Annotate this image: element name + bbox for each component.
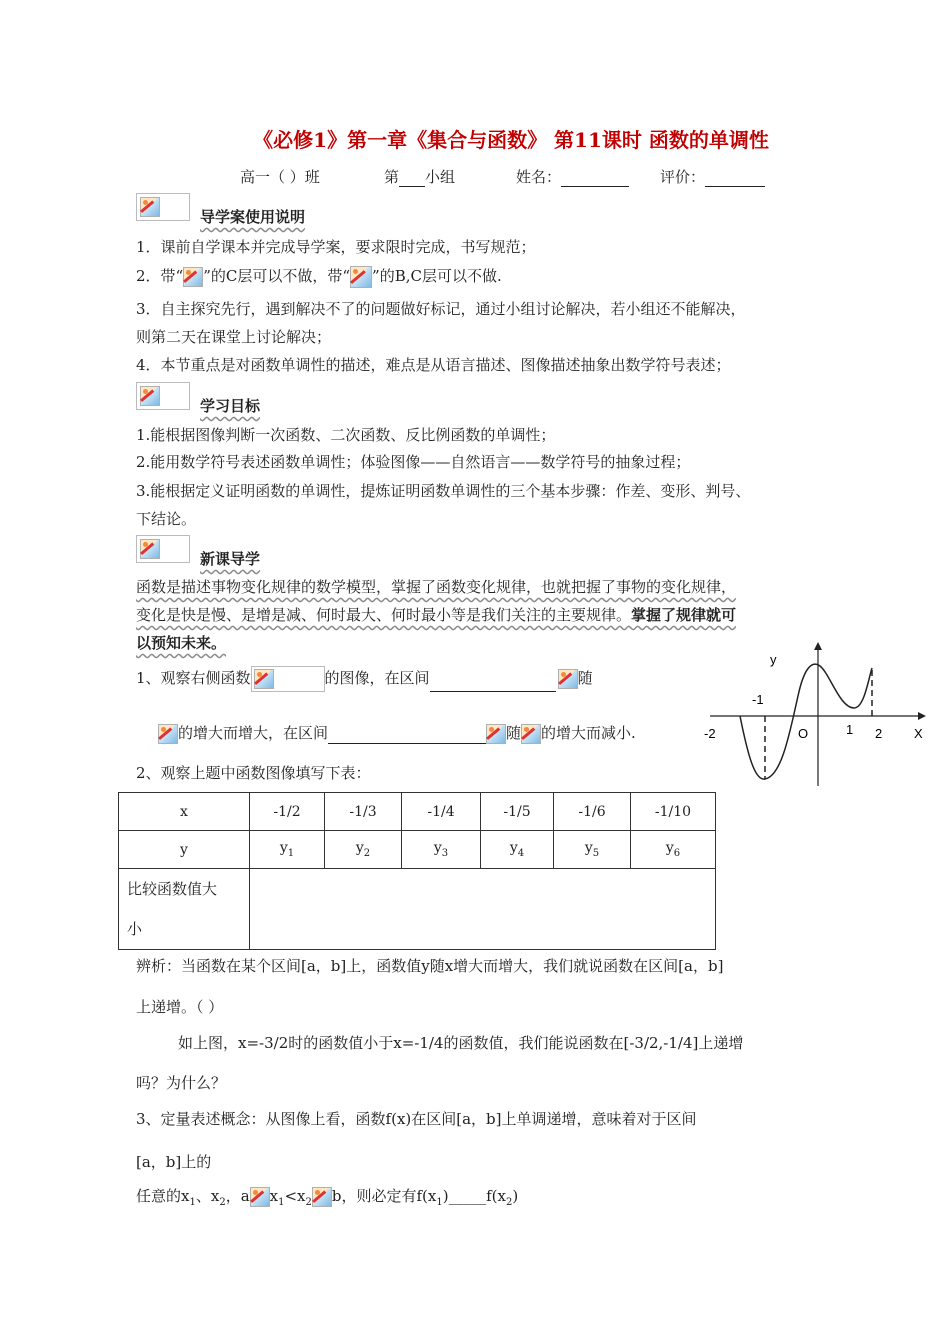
y-subscript: 2 (363, 847, 371, 859)
q3-g: )_____f(x (442, 1187, 506, 1205)
sub-2: 2 (305, 1197, 312, 1208)
group-blank[interactable] (399, 169, 425, 187)
function-image-placeholder (251, 666, 325, 692)
y-subscript: 5 (592, 847, 600, 859)
guide-item-3b: 则第二天在课堂上讨论解决； (136, 328, 332, 346)
table-cell[interactable] (402, 831, 481, 869)
table-cell: y (119, 831, 250, 869)
image-placeholder-icon (140, 197, 160, 217)
group-field (384, 166, 455, 187)
y-symbol: y (433, 840, 442, 857)
name-field (516, 166, 629, 187)
y-symbol: y (509, 840, 518, 857)
q1-line-1 (136, 666, 593, 692)
analysis-line-3: 如上图，x=-3/2时的函数值小于x=-1/4的函数值，我们能说函数在[-3/2,-1/4]上递增 (178, 1034, 744, 1052)
y-subscript: 4 (517, 847, 525, 859)
goal-item-1: 1.能根据图像判断一次函数、二次函数、反比例函数的单调性； (136, 426, 556, 444)
eval-blank[interactable] (705, 169, 765, 187)
guide-item-3a: 3．自主探究先行，遇到解决不了的问题做好标记，通过小组讨论解决，若小组还不能解决， (136, 300, 746, 318)
name-blank[interactable] (561, 169, 629, 187)
intro-line-2 (136, 604, 736, 625)
sub-1: 1 (278, 1197, 285, 1208)
q3-line-2: [a，b]上的 (136, 1153, 212, 1171)
q3-f: b，则必定有f(x (331, 1187, 437, 1205)
y-axis-arrow-icon (814, 642, 822, 650)
q3-c: ，a (225, 1187, 250, 1205)
q1-c: 随 (577, 669, 593, 687)
table-cell[interactable] (325, 831, 402, 869)
compare-answer-cell[interactable] (250, 869, 716, 950)
table-row (119, 869, 716, 950)
table-cell[interactable] (631, 831, 716, 869)
q1-b: 的图像，在区间 (324, 669, 430, 687)
q3-line-3 (136, 1185, 518, 1208)
y-symbol: y (665, 840, 674, 857)
interval-blank-1[interactable] (430, 675, 556, 692)
x-axis-arrow-icon (918, 712, 926, 720)
guide-item-2-c: ”的B,C层可以不做. (372, 267, 502, 285)
table-cell: -1/5 (481, 793, 554, 831)
y-symbol: y (279, 840, 288, 857)
table-cell: -1/4 (402, 793, 481, 831)
sub-2: 2 (505, 1197, 513, 1208)
y-symbol: y (355, 840, 364, 857)
goal-item-2: 2.能用数学符号表述函数单调性；体验图像——自然语言——数学符号的抽象过程； (136, 453, 691, 471)
interval-blank-2[interactable] (328, 727, 486, 744)
class-label: 高一（ ）班 (240, 168, 320, 186)
label-y: y (770, 652, 777, 667)
table-cell: -1/2 (250, 793, 325, 831)
section-heading-goals: 学习目标 (200, 397, 261, 415)
table-cell[interactable] (554, 831, 631, 869)
image-placeholder-icon (140, 539, 160, 559)
q1-line-2 (158, 722, 636, 744)
table-row (119, 831, 716, 869)
label-x: X (914, 726, 923, 741)
label-two: 2 (875, 726, 883, 741)
table-row (119, 793, 716, 831)
goal-item-3b: 下结论。 (136, 510, 197, 528)
less-equal-symbol-icon (250, 1187, 270, 1207)
page-title: 《必修1》第一章《集合与函数》 第11课时 函数的单调性 (253, 128, 769, 152)
section-icon (136, 382, 190, 410)
sub-1: 1 (436, 1197, 443, 1208)
y-subscript: 6 (673, 847, 681, 859)
less-equal-symbol-icon (312, 1187, 332, 1207)
analysis-line-4: 吗？为什么？ (136, 1074, 227, 1092)
compare-label-a: 比较函数值大 (127, 880, 218, 898)
values-table (118, 792, 716, 950)
section-icon (136, 193, 190, 221)
label-neg2: -2 (704, 726, 716, 741)
q3-e: <x (284, 1187, 306, 1205)
q3-d: x (269, 1187, 279, 1205)
image-placeholder-icon (140, 386, 160, 406)
eval-label: 评价： (660, 168, 706, 186)
table-cell: x (119, 793, 250, 831)
sub-1: 1 (189, 1197, 196, 1208)
star-marker-icon (183, 267, 203, 287)
q1-d: 的增大而增大，在区间 (178, 724, 329, 742)
name-label: 姓名： (516, 168, 562, 186)
guide-item-2-a: 2．带“ (136, 267, 184, 285)
y-subscript: 3 (441, 847, 449, 859)
q3-h: ) (512, 1187, 519, 1205)
goal-item-3a: 3.能根据定义证明函数的单调性，提炼证明函数单调性的三个基本步骤：作差、变形、判号、 (136, 482, 751, 500)
guide-item-4: 4．本节重点是对函数单调性的描述，难点是从语言描述、图像描述抽象出数学符号表述； (136, 356, 731, 374)
q3-a: 任意的x (136, 1187, 190, 1205)
image-placeholder-icon (486, 724, 506, 744)
intro-line-1: 函数是描述事物变化规律的数学模型，掌握了函数变化规律，也就把握了事物的变化规律， (136, 578, 737, 596)
double-star-marker-icon (350, 266, 372, 288)
y-subscript: 1 (287, 847, 295, 859)
label-neg1: -1 (752, 692, 764, 707)
analysis-line-1: 辨析：当函数在某个区间[a，b]上，函数值y随x增大而增大，我们就说函数在区间[a，b] (136, 957, 724, 975)
eval-field (660, 166, 765, 187)
group-prefix: 第 (384, 168, 400, 186)
q1-e: 随 (506, 724, 522, 742)
table-cell: -1/6 (554, 793, 631, 831)
label-origin: O (798, 726, 809, 741)
label-one: 1 (846, 722, 854, 737)
intro-line-3: 以预知未来。 (136, 634, 227, 652)
guide-item-1: 1．课前自学课本并完成导学案，要求限时完成，书写规范； (136, 238, 536, 256)
table-cell: -1/10 (631, 793, 716, 831)
analysis-line-2: 上递增。（ ） (136, 998, 224, 1016)
table-cell[interactable] (250, 831, 325, 869)
image-placeholder-icon (254, 669, 274, 689)
section-heading-newlesson: 新课导学 (200, 550, 261, 568)
y-symbol: y (584, 840, 593, 857)
image-placeholder-icon (521, 724, 541, 744)
sub-2: 2 (219, 1197, 226, 1208)
section-heading-guide: 导学案使用说明 (200, 208, 306, 226)
q3-line-1: 3、定量表述概念：从图像上看，函数f(x)在区间[a，b]上单调递增，意味着对于区间 (136, 1110, 697, 1128)
intro-line-2b: 掌握了规律就可 (631, 606, 737, 624)
group-suffix: 小组 (425, 168, 456, 186)
q3-b: 、x (195, 1187, 220, 1205)
section-icon (136, 535, 190, 563)
compare-label-b: 小 (127, 920, 143, 938)
image-placeholder-icon (158, 724, 178, 744)
q2-text: 2、观察上题中函数图像填写下表： (136, 764, 371, 782)
image-placeholder-icon (558, 669, 578, 689)
function-graph (700, 636, 940, 796)
intro-line-2a: 变化是快是慢、是增是减、何时最大、何时最小等是我们关注的主要规律。 (136, 606, 632, 624)
q1-f: 的增大而减小. (541, 724, 636, 742)
q1-a: 1、观察右侧函数 (136, 669, 251, 687)
guide-item-2 (136, 265, 502, 288)
table-cell: -1/3 (325, 793, 402, 831)
guide-item-2-b: ”的C层可以不做，带“ (203, 267, 351, 285)
table-cell[interactable] (481, 831, 554, 869)
compare-label-cell (119, 869, 250, 950)
